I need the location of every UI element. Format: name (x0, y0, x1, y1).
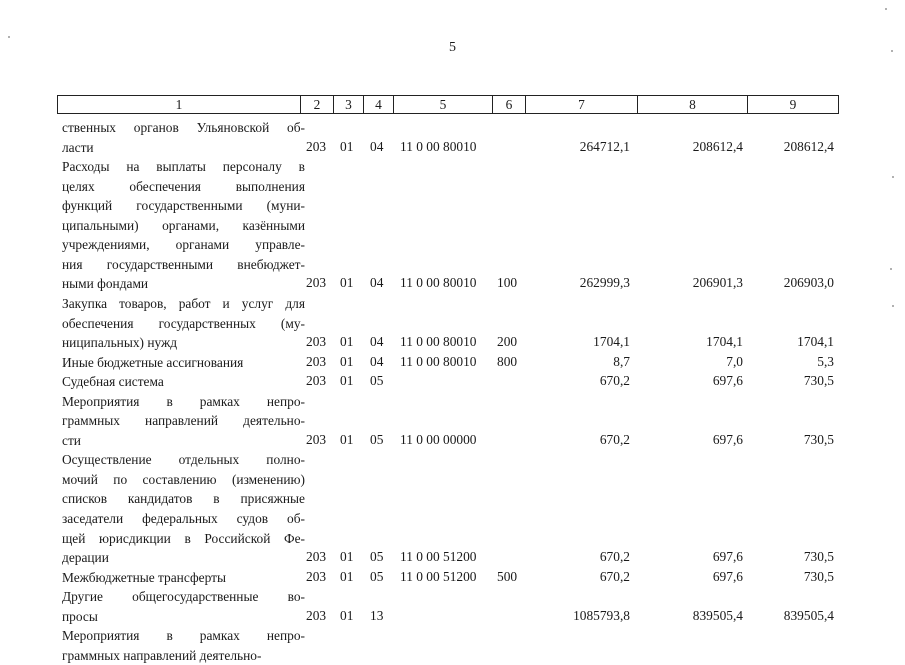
cell-c9: 730,5 (803, 373, 834, 389)
cell-c3: 01 (340, 431, 354, 447)
table-row (0, 235, 905, 252)
row-description: целях обеспечения выполнения (62, 178, 305, 194)
table-row (0, 353, 905, 370)
cell-c3: 01 (340, 275, 354, 291)
table-row (0, 646, 905, 663)
cell-c4: 04 (370, 334, 384, 350)
cell-c8: 1704,1 (706, 334, 743, 350)
cell-c9: 206903,0 (783, 275, 834, 291)
cell-c8: 839505,4 (692, 607, 743, 623)
table-row (0, 587, 905, 604)
row-description: мочий по составлению (изменению) (62, 471, 305, 487)
table-row (0, 177, 905, 194)
cell-c2: 203 (306, 568, 327, 584)
cell-c5: 11 0 00 80010 (400, 353, 477, 369)
cell-c3: 01 (340, 568, 354, 584)
cell-c7: 8,7 (613, 353, 630, 369)
header-col-6: 6 (505, 97, 513, 112)
cell-c6: 200 (497, 334, 518, 350)
table-row (0, 431, 905, 448)
table-row (0, 470, 905, 487)
table-row (0, 626, 905, 643)
row-description: Мероприятия в рамках непро- (62, 628, 305, 644)
table-row (0, 607, 905, 624)
table-row (0, 274, 905, 291)
header-col-4: 4 (375, 97, 382, 112)
cell-c9: 730,5 (803, 549, 834, 565)
table-row (0, 548, 905, 565)
header-col-2: 2 (313, 97, 321, 112)
header-col-1: 1 (175, 97, 183, 112)
table-row (0, 489, 905, 506)
table-row (0, 392, 905, 409)
row-description: граммных направлений деятельно- (62, 647, 262, 663)
header-col-7: 7 (578, 97, 585, 112)
cell-c7: 1085793,8 (573, 607, 630, 623)
row-description: ния государственными внебюджет- (62, 256, 305, 272)
row-description: ными фондами (62, 276, 149, 292)
table-row (0, 411, 905, 428)
scan-speck (891, 50, 893, 52)
cell-c8: 697,6 (712, 373, 743, 389)
cell-c8: 208612,4 (692, 138, 743, 154)
table-row (0, 255, 905, 272)
cell-c4: 05 (370, 431, 384, 447)
row-description: Иные бюджетные ассигнования (62, 354, 244, 370)
cell-c2: 203 (306, 431, 327, 447)
cell-c7: 670,2 (599, 431, 630, 447)
cell-c5: 11 0 00 80010 (400, 334, 477, 350)
table-row (0, 118, 905, 135)
cell-c7: 670,2 (599, 549, 630, 565)
page-number: 5 (449, 40, 456, 55)
cell-c3: 01 (340, 373, 354, 389)
cell-c5: 11 0 00 00000 (400, 431, 477, 447)
table-row (0, 333, 905, 350)
row-description: Осуществление отдельных полно- (62, 452, 305, 468)
cell-c2: 203 (306, 353, 327, 369)
cell-c2: 203 (306, 138, 327, 154)
row-description: Мероприятия в рамках непро- (62, 393, 305, 409)
scan-speck (892, 305, 894, 307)
cell-c7: 264712,1 (579, 138, 630, 154)
cell-c9: 208612,4 (783, 138, 834, 154)
cell-c2: 203 (306, 607, 327, 623)
row-description: Расходы на выплаты персоналу в (62, 159, 305, 175)
cell-c3: 01 (340, 334, 354, 350)
cell-c6: 500 (497, 568, 518, 584)
row-description: Судебная система (62, 374, 164, 390)
row-description: щей юрисдикции в Российской Фе- (62, 530, 305, 546)
cell-c7: 262999,3 (579, 275, 630, 291)
cell-c8: 697,6 (712, 549, 743, 565)
scan-speck (890, 268, 892, 270)
cell-c8: 206901,3 (692, 275, 743, 291)
table-row (0, 196, 905, 213)
cell-c2: 203 (306, 334, 327, 350)
scan-speck (885, 8, 887, 10)
cell-c9: 730,5 (803, 568, 834, 584)
cell-c5: 11 0 00 80010 (400, 138, 477, 154)
row-description: ципальными) органами, казёнными (62, 217, 305, 233)
row-description: ласти (62, 139, 94, 155)
row-description: сти (62, 432, 81, 448)
row-description: Закупка товаров, работ и услуг для (62, 295, 305, 311)
cell-c2: 203 (306, 549, 327, 565)
header-col-3: 3 (345, 97, 352, 112)
scan-speck (892, 176, 894, 178)
row-description: просы (62, 608, 98, 624)
table-row (0, 372, 905, 389)
header-col-8: 8 (689, 97, 696, 112)
cell-c4: 04 (370, 275, 384, 291)
cell-c3: 01 (340, 549, 354, 565)
cell-c4: 05 (370, 568, 384, 584)
cell-c8: 697,6 (712, 568, 743, 584)
cell-c4: 05 (370, 373, 384, 389)
cell-c4: 04 (370, 353, 384, 369)
table-row (0, 509, 905, 526)
cell-c3: 01 (340, 353, 354, 369)
cell-c9: 730,5 (803, 431, 834, 447)
row-description: учреждениями, органами управле- (62, 237, 305, 253)
header-col-9: 9 (789, 97, 797, 112)
cell-c6: 800 (497, 353, 518, 369)
cell-c8: 697,6 (712, 431, 743, 447)
table-row (0, 138, 905, 155)
cell-c4: 13 (370, 607, 384, 623)
cell-c3: 01 (340, 138, 354, 154)
cell-c8: 7,0 (726, 353, 743, 369)
cell-c9: 5,3 (817, 353, 834, 369)
table-header (57, 95, 839, 114)
table-row (0, 450, 905, 467)
table-row (0, 529, 905, 546)
row-description: функций государственными (муни- (62, 198, 305, 214)
scan-speck (8, 36, 10, 38)
cell-c9: 1704,1 (797, 334, 834, 350)
cell-c7: 1704,1 (593, 334, 630, 350)
table-row (0, 568, 905, 585)
cell-c2: 203 (306, 373, 327, 389)
cell-c4: 05 (370, 549, 384, 565)
table-row (0, 314, 905, 331)
cell-c7: 670,2 (599, 568, 630, 584)
row-description: дерации (62, 550, 109, 566)
table-row (0, 216, 905, 233)
cell-c5: 11 0 00 51200 (400, 568, 477, 584)
cell-c3: 01 (340, 607, 354, 623)
cell-c7: 670,2 (599, 373, 630, 389)
cell-c5: 11 0 00 51200 (400, 549, 477, 565)
header-col-5: 5 (439, 97, 447, 112)
row-description: ственных органов Ульяновской об- (62, 120, 305, 135)
row-description: списков кандидатов в присяжные (62, 491, 305, 507)
row-description: обеспечения государственных (му- (62, 315, 305, 331)
row-description: ниципальных) нужд (62, 335, 178, 351)
cell-c4: 04 (370, 138, 384, 154)
cell-c5: 11 0 00 80010 (400, 275, 477, 291)
row-description: граммных направлений деятельно- (62, 413, 305, 429)
row-description: заседатели федеральных судов об- (62, 511, 305, 526)
cell-c2: 203 (306, 275, 327, 291)
cell-c9: 839505,4 (783, 607, 834, 623)
table-row (0, 294, 905, 311)
table-row (0, 157, 905, 174)
row-description: Другие общегосударственные во- (62, 589, 305, 605)
row-description: Межбюджетные трансферты (62, 569, 226, 585)
cell-c6: 100 (497, 275, 518, 291)
